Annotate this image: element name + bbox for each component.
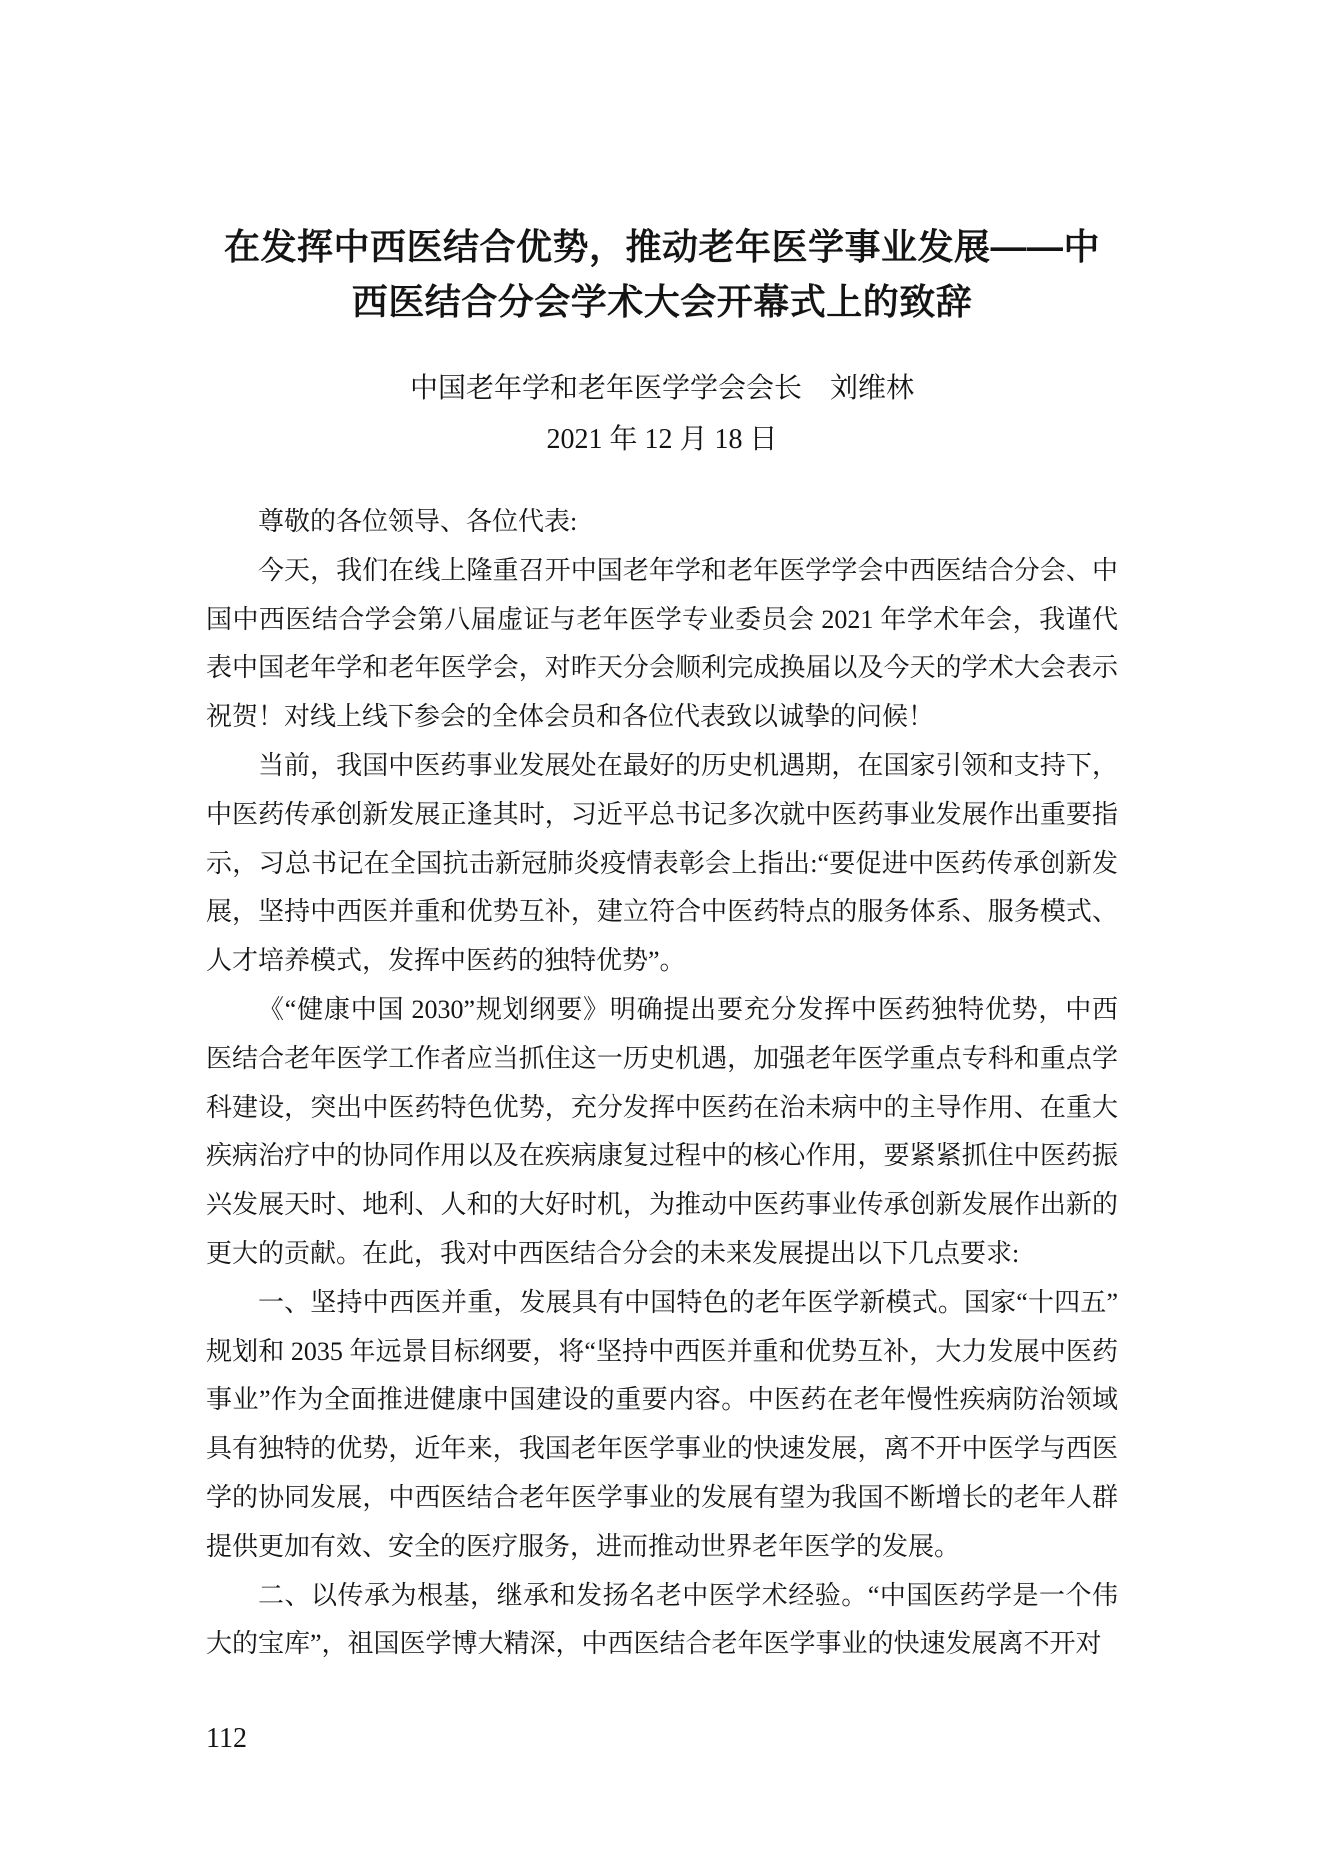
author-line: 中国老年学和老年医学学会会长 刘维林 bbox=[409, 373, 914, 404]
page-title: 在发挥中西医结合优势，推动老年医学事业发展——中西医结合分会学术大会开幕式上的致辞 bbox=[223, 226, 1100, 322]
body-text bbox=[206, 498, 1118, 1669]
salutation: 尊敬的各位领导、各位代表: bbox=[258, 507, 578, 536]
page-number: 112 bbox=[206, 1723, 247, 1754]
paragraph: 当前，我国中医药事业发展处在最好的历史机遇期，在国家引领和支持下，中医药传承创新发展正逢其时，习近平总书记多次就中医药事业发展作出重要指示，习总书记在全国抗击新冠肺炎疫情表彰会上指出:“要促进中医药传承创新发展，坚持中西医并重和优势互补，建立符合中医药特点的服务体系、服务模式、人才培养模式，发挥中医药的独特优势”。 bbox=[206, 750, 1118, 976]
document-content bbox=[206, 0, 1118, 1669]
paragraph: 一、坚持中西医并重，发展具有中国特色的老年医学新模式。国家“十四五”规划和 2035 年远景目标纲要，将“坚持中西医并重和优势互补，大力发展中医药事业”作为全面推进健康中国建设的重要内容。中医药在老年慢性疾病防治领域具有独特的优势，近年来，我国老年医学事业的快速发展，离不开中医学与西医学的协同发展，中西医结合老年医学事业的发展有望为我国不断增长的老年人群提供更加有效、安全的医疗服务，进而推动世界老年医学的发展。 bbox=[206, 1287, 1118, 1561]
paragraph: 今天，我们在线上隆重召开中国老年学和老年医学学会中西医结合分会、中国中西医结合学会第八届虚证与老年医学专业委员会 2021 年学术年会，我谨代表中国老年学和老年医学会，对昨天分会顺利完成换届以及今天的学术大会表示祝贺！对线上线下参会的全体会员和各位代表致以诚挚的问候！ bbox=[206, 555, 1118, 732]
date-line: 2021 年 12 月 18 日 bbox=[546, 424, 778, 455]
paragraph: 二、以传承为根基，继承和发扬名老中医学术经验。“中国医药学是一个伟大的宝库”，祖国医学博大精深，中西医结合老年医学事业的快速发展离不开对 bbox=[206, 1580, 1118, 1659]
paragraph: 《“健康中国 2030”规划纲要》明确提出要充分发挥中医药独特优势，中西医结合老年医学工作者应当抓住这一历史机遇，加强老年医学重点专科和重点学科建设，突出中医药特色优势，充分发挥中医药在治未病中的主导作用、在重大疾病治疗中的协同作用以及在疾病康复过程中的核心作用，要紧紧抓住中医药振兴发展天时、地利、人和的大好时机，为推动中医药事业传承创新发展作出新的更大的贡献。在此，我对中西医结合分会的未来发展提出以下几点要求: bbox=[206, 994, 1118, 1268]
